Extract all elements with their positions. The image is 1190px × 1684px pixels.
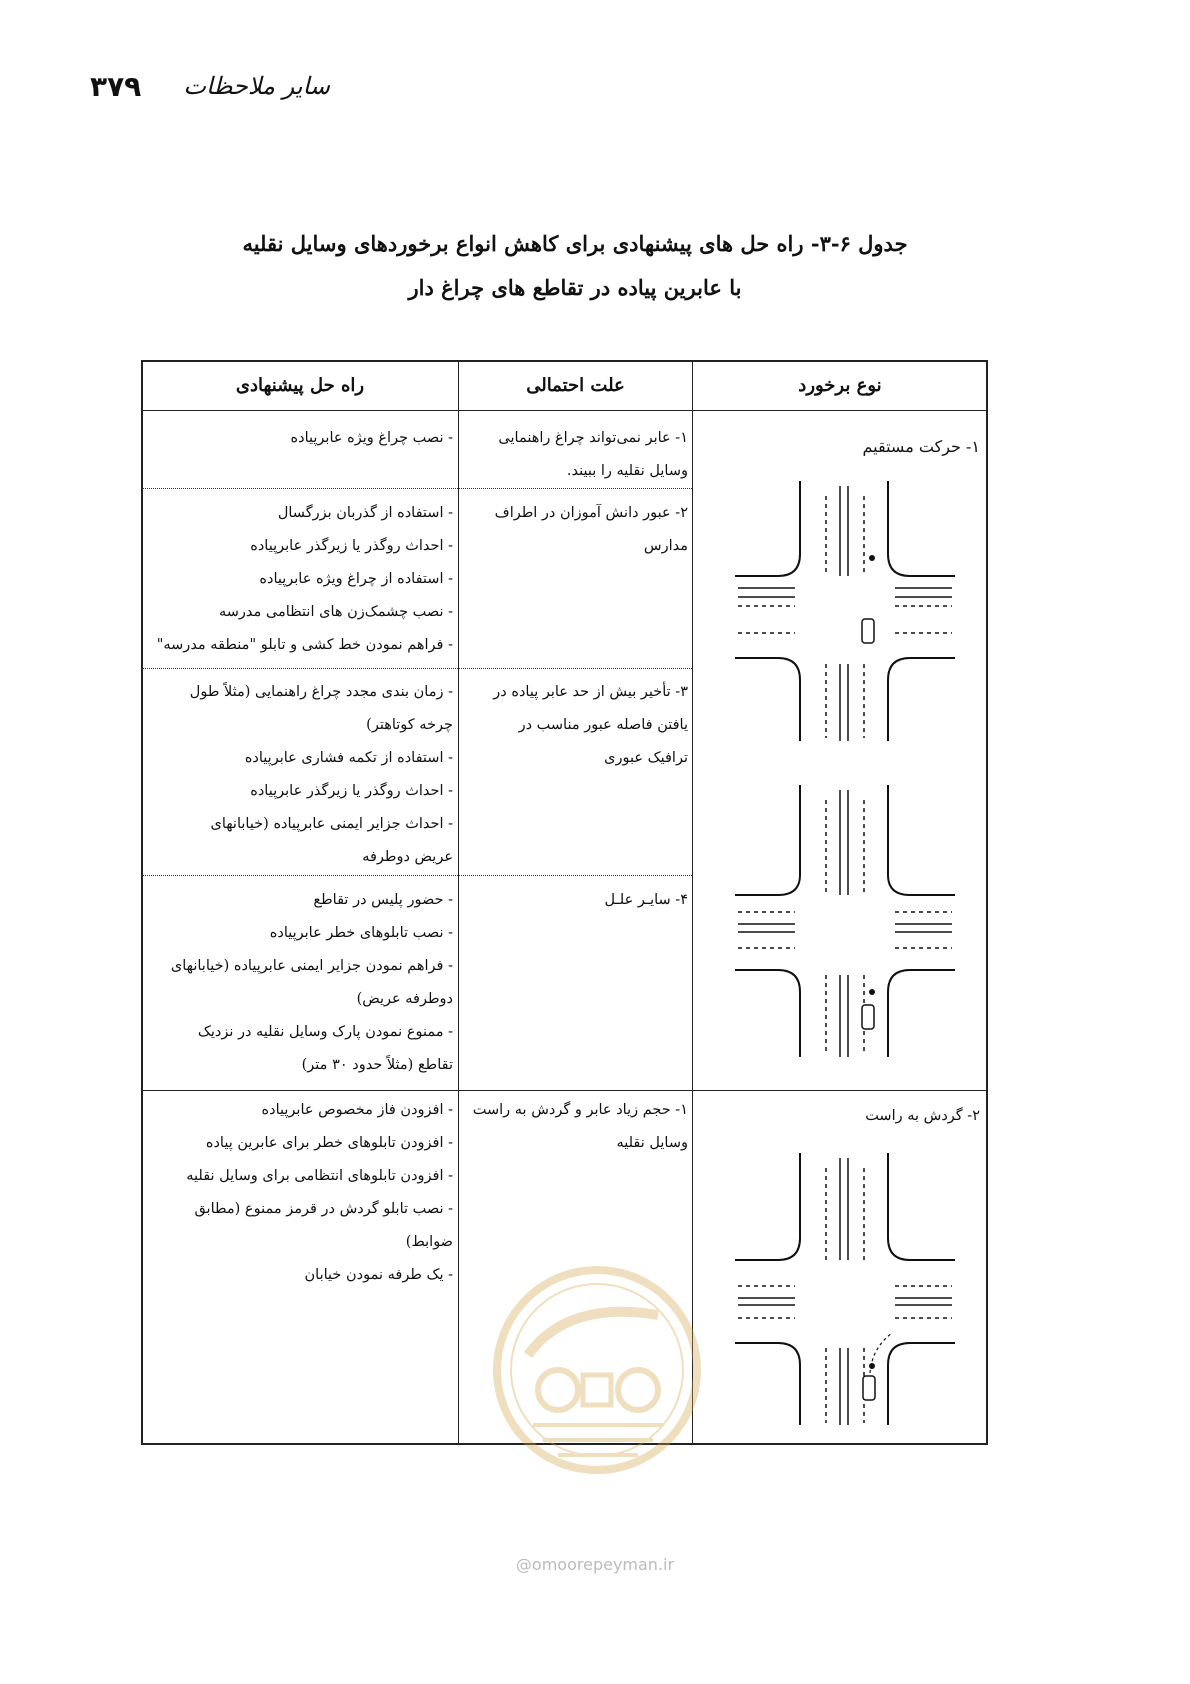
- solution-line: - فراهم نمودن خط کشی و تابلو "منطقه مدرسه": [156, 637, 453, 653]
- column-divider: [692, 361, 693, 1091]
- header-rule: [142, 410, 987, 411]
- cause-cell: [462, 497, 688, 563]
- solution-line: - نصب تابلوهای خطر عابرپیاده: [269, 925, 453, 941]
- solution-line: - احداث روگذر یا زیرگذر عابرپیاده: [250, 538, 453, 554]
- cause-cell: [462, 884, 688, 917]
- table-title-line-2: با عابرین پیاده در تقاطع های چراغ دار: [408, 275, 742, 300]
- solution-line: - نصب تابلو گردش در قرمز ممنوع (مطابق: [194, 1201, 453, 1217]
- solution-line: تقاطع (مثلاً حدود ۳۰ متر): [301, 1057, 453, 1073]
- page-number: ۳۷۹: [90, 70, 142, 103]
- solution-line: - احداث روگذر یا زیرگذر عابرپیاده: [250, 783, 453, 799]
- solution-line: - افزودن تابلوهای خطر برای عابرین پیاده: [205, 1135, 453, 1151]
- solution-cell: [150, 1094, 453, 1292]
- solution-line: دوطرفه عریض): [356, 991, 453, 1007]
- table-title: [140, 222, 1010, 310]
- solution-line: - احداث جزایر ایمنی عابرپیاده (خیابانهای: [210, 816, 453, 832]
- intersection-diagram-right-turn: [730, 1148, 960, 1430]
- solution-line: - فراهم نمودن جزایر ایمنی عابرپیاده (خیابانهای: [170, 958, 453, 974]
- cause-line: ۳- تأخیر بیش از حد عابر پیاده در: [493, 684, 688, 700]
- cause-line: ۱- عابر نمی‌تواند چراغ راهنمایی: [498, 430, 688, 446]
- watermark-logo: [488, 1260, 706, 1480]
- intersection-diagram-straight-2: [730, 780, 960, 1062]
- solution-cell: [150, 884, 453, 1082]
- row-divider: [142, 488, 692, 489]
- solution-line: - نصب چراغ ویژه عابرپیاده: [290, 430, 453, 446]
- cause-cell: [462, 422, 688, 488]
- solution-line: - استفاده از چراغ ویژه عابرپیاده: [259, 571, 453, 587]
- table-title-line-1: جدول ۶-۳- راه حل های پیشنهادی برای کاهش انواع برخوردهای وسایل نقلیه: [242, 231, 908, 256]
- solution-line: ضوابط): [405, 1234, 453, 1250]
- header-solution: راه حل پیشنهادی: [235, 375, 365, 396]
- cause-line: ۴- سایـر علـل: [604, 892, 688, 908]
- cause-line: ترافیک عبوری: [604, 750, 688, 766]
- solution-line: - زمان بندی مجدد چراغ راهنمایی (مثلاً طول: [189, 684, 453, 700]
- header-collision-type: نوع برخورد: [798, 375, 882, 396]
- running-title: سایر ملاحظات: [183, 72, 330, 100]
- page-header: [90, 70, 330, 110]
- intersection-diagram-straight-1: [730, 476, 960, 746]
- collision-type-straight: ۱- حرکت مستقیم: [862, 437, 980, 456]
- row-divider: [142, 668, 692, 669]
- solution-line: - ممنوع نمودن پارک وسایل نقلیه در نزدیک: [197, 1024, 453, 1040]
- watermark-url: @omoorepeyman.ir: [515, 1555, 675, 1574]
- solution-line: عریض دوطرفه: [362, 849, 453, 865]
- solution-line: - استفاده از گذربان بزرگسال: [277, 505, 453, 521]
- cause-line: وسایل نقلیه را ببیند.: [566, 463, 688, 479]
- solution-cell: [150, 497, 453, 662]
- solution-line: - افزودن تابلوهای انتظامی برای وسایل نقلیه: [186, 1168, 453, 1184]
- group-divider: [142, 1090, 987, 1091]
- cause-line: ۲- عبور دانش آموزان در اطراف: [494, 505, 688, 521]
- solution-line: - یک طرفه نمودن خیابان: [304, 1267, 453, 1283]
- column-divider: [458, 361, 459, 1444]
- cause-line: مدارس: [643, 538, 688, 554]
- solution-cell: [150, 676, 453, 874]
- solution-line: - استفاده از تکمه فشاری عابرپیاده: [244, 750, 453, 766]
- collision-type-right-turn: ۲- گردش به راست: [865, 1108, 980, 1124]
- cause-cell: [462, 1094, 688, 1160]
- cause-line: یافتن فاصله عبور مناسب در: [518, 717, 688, 733]
- solution-line: - نصب چشمک‌زن های انتظامی مدرسه: [218, 604, 453, 620]
- solution-line: - افزودن فاز مخصوص عابرپیاده: [261, 1102, 453, 1118]
- cause-line: ۱- حجم زیاد عابر و گردش به راست: [472, 1102, 688, 1118]
- row-divider: [142, 875, 692, 876]
- solution-cell: [150, 422, 453, 455]
- cause-line: وسایل نقلیه: [616, 1135, 688, 1151]
- cause-cell: [462, 676, 688, 775]
- solution-line: چرخه کوتاهتر): [366, 717, 453, 733]
- header-possible-cause: علت احتمالی: [526, 375, 625, 396]
- solution-line: - حضور پلیس در تقاطع: [313, 892, 453, 908]
